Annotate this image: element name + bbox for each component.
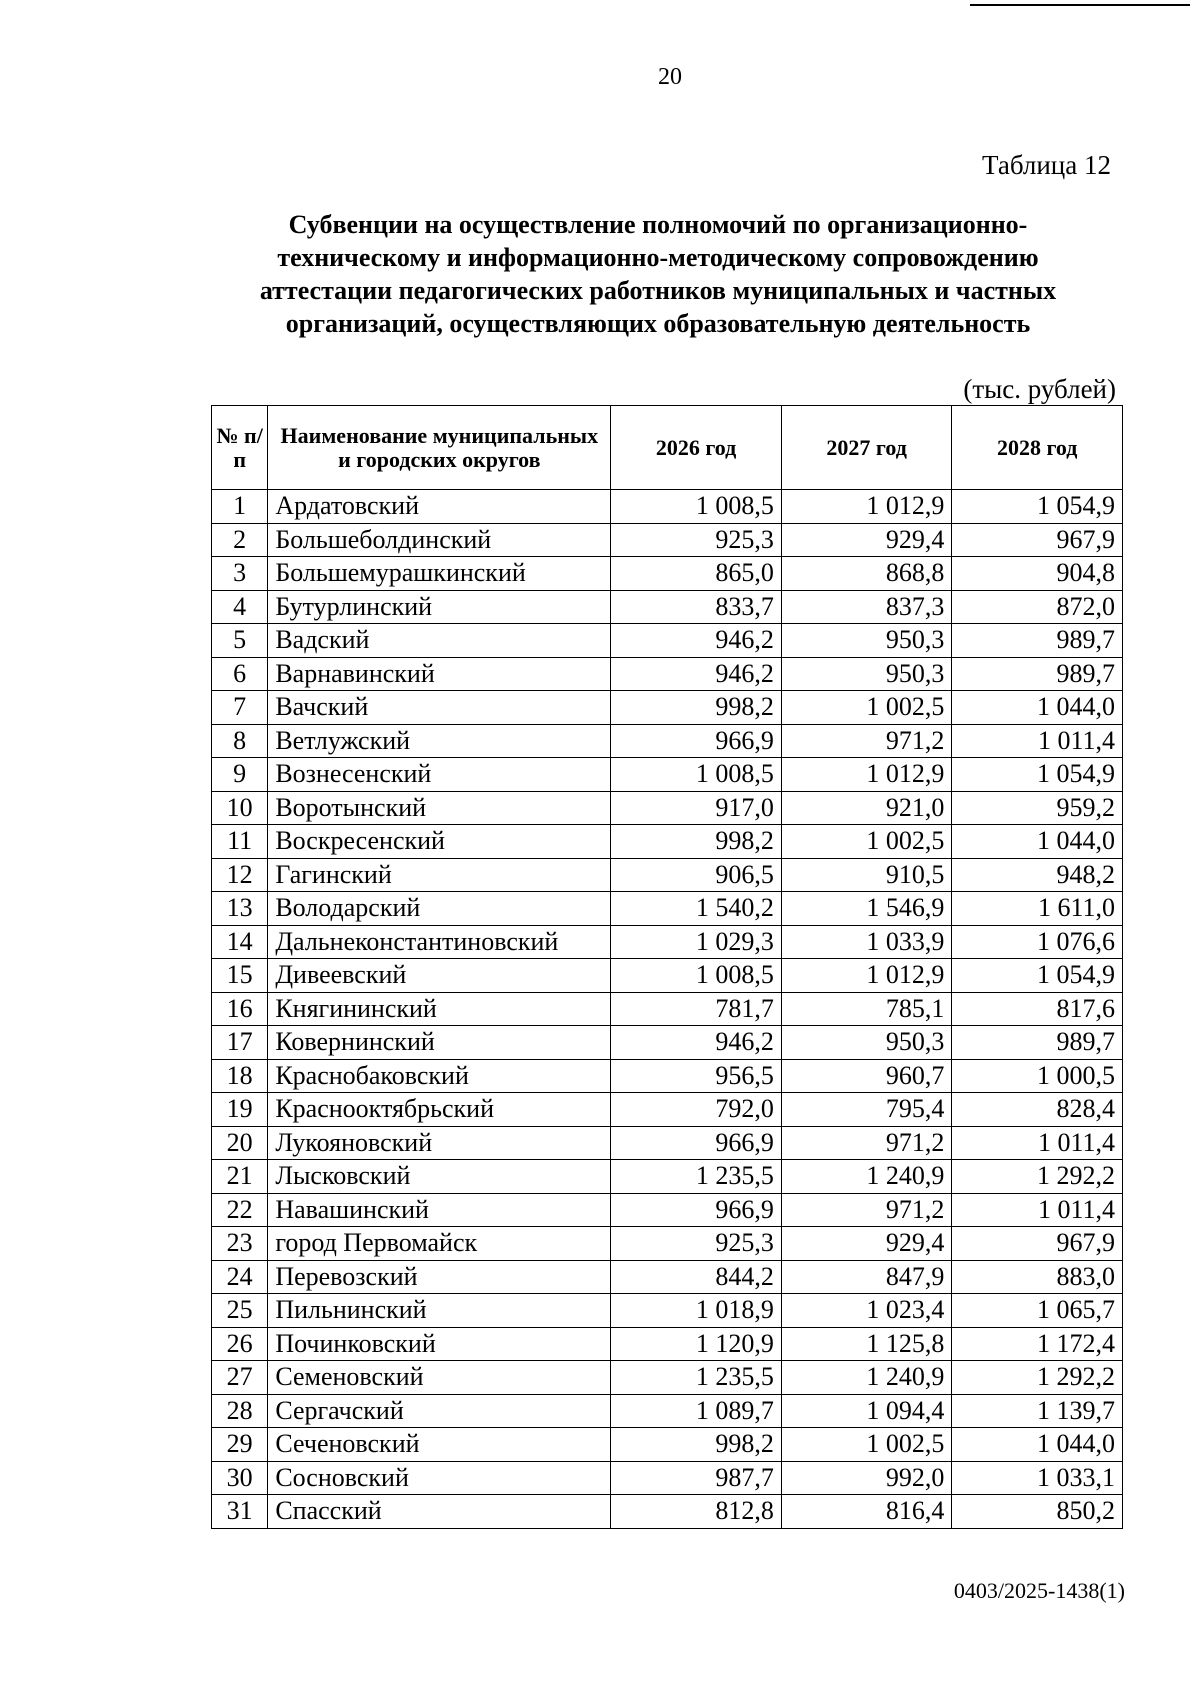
row-number: 2 bbox=[212, 523, 268, 557]
value-2028: 989,7 bbox=[952, 1026, 1123, 1060]
row-number: 8 bbox=[212, 724, 268, 758]
municipality-name: Сеченовский bbox=[268, 1428, 611, 1462]
row-number: 30 bbox=[212, 1461, 268, 1495]
value-2028: 1 054,9 bbox=[952, 758, 1123, 792]
value-2027: 1 125,8 bbox=[781, 1327, 952, 1361]
table-label: Таблица 12 bbox=[982, 150, 1111, 180]
value-2028: 1 044,0 bbox=[952, 1428, 1123, 1462]
municipality-name: Сосновский bbox=[268, 1461, 611, 1495]
value-2026: 966,9 bbox=[611, 724, 782, 758]
row-number: 28 bbox=[212, 1394, 268, 1428]
value-2028: 1 011,4 bbox=[952, 1193, 1123, 1227]
value-2028: 1 065,7 bbox=[952, 1294, 1123, 1328]
value-2026: 1 008,5 bbox=[611, 959, 782, 993]
value-2027: 950,3 bbox=[781, 1026, 952, 1060]
value-2027: 1 012,9 bbox=[781, 959, 952, 993]
value-2026: 946,2 bbox=[611, 657, 782, 691]
row-number: 1 bbox=[212, 490, 268, 524]
value-2027: 795,4 bbox=[781, 1093, 952, 1127]
value-2027: 1 023,4 bbox=[781, 1294, 952, 1328]
value-2027: 1 240,9 bbox=[781, 1160, 952, 1194]
row-number: 12 bbox=[212, 858, 268, 892]
table-row bbox=[212, 557, 1123, 591]
units-label: (тыс. рублей) bbox=[963, 374, 1116, 404]
value-2028: 1 172,4 bbox=[952, 1327, 1123, 1361]
value-2026: 844,2 bbox=[611, 1260, 782, 1294]
table-row bbox=[212, 791, 1123, 825]
value-2027: 929,4 bbox=[781, 1227, 952, 1261]
value-2028: 989,7 bbox=[952, 624, 1123, 658]
municipality-name: Воротынский bbox=[268, 791, 611, 825]
table-row bbox=[212, 1394, 1123, 1428]
row-number: 18 bbox=[212, 1059, 268, 1093]
row-number: 16 bbox=[212, 992, 268, 1026]
table-row bbox=[212, 925, 1123, 959]
row-number: 13 bbox=[212, 892, 268, 926]
value-2027: 971,2 bbox=[781, 1126, 952, 1160]
value-2027: 1 012,9 bbox=[781, 490, 952, 524]
table-row bbox=[212, 1093, 1123, 1127]
row-number: 4 bbox=[212, 590, 268, 624]
value-2027: 1 033,9 bbox=[781, 925, 952, 959]
value-2027: 971,2 bbox=[781, 1193, 952, 1227]
municipality-name: Вознесенский bbox=[268, 758, 611, 792]
value-2028: 1 076,6 bbox=[952, 925, 1123, 959]
value-2026: 1 008,5 bbox=[611, 758, 782, 792]
table-row bbox=[212, 724, 1123, 758]
municipality-name: Дальнеконстантиновский bbox=[268, 925, 611, 959]
table-row bbox=[212, 1126, 1123, 1160]
column-header-2027: 2027 год bbox=[781, 406, 952, 490]
municipality-name: Лукояновский bbox=[268, 1126, 611, 1160]
municipality-name: Навашинский bbox=[268, 1193, 611, 1227]
municipality-name: Починковский bbox=[268, 1327, 611, 1361]
municipality-name: Гагинский bbox=[268, 858, 611, 892]
table-row bbox=[212, 992, 1123, 1026]
table-row bbox=[212, 1260, 1123, 1294]
row-number: 23 bbox=[212, 1227, 268, 1261]
row-number: 22 bbox=[212, 1193, 268, 1227]
column-header-2026: 2026 год bbox=[611, 406, 782, 490]
table-row bbox=[212, 758, 1123, 792]
row-number: 25 bbox=[212, 1294, 268, 1328]
row-number: 24 bbox=[212, 1260, 268, 1294]
municipality-name: Спасский bbox=[268, 1495, 611, 1529]
municipality-name: Семеновский bbox=[268, 1361, 611, 1395]
value-2028: 872,0 bbox=[952, 590, 1123, 624]
value-2028: 850,2 bbox=[952, 1495, 1123, 1529]
municipality-name: Бутурлинский bbox=[268, 590, 611, 624]
value-2026: 906,5 bbox=[611, 858, 782, 892]
value-2026: 998,2 bbox=[611, 825, 782, 859]
table-header-row bbox=[212, 406, 1123, 490]
table-row bbox=[212, 1160, 1123, 1194]
row-number: 20 bbox=[212, 1126, 268, 1160]
table-row bbox=[212, 825, 1123, 859]
municipality-name: Вачский bbox=[268, 691, 611, 725]
value-2027: 847,9 bbox=[781, 1260, 952, 1294]
column-header-number: № п/п bbox=[212, 406, 268, 490]
value-2026: 1 089,7 bbox=[611, 1394, 782, 1428]
municipality-name: Краснооктябрьский bbox=[268, 1093, 611, 1127]
value-2026: 812,8 bbox=[611, 1495, 782, 1529]
municipality-name: Сергачский bbox=[268, 1394, 611, 1428]
value-2028: 904,8 bbox=[952, 557, 1123, 591]
value-2027: 1 002,5 bbox=[781, 825, 952, 859]
value-2026: 1 540,2 bbox=[611, 892, 782, 926]
municipality-name: Пильнинский bbox=[268, 1294, 611, 1328]
value-2027: 1 002,5 bbox=[781, 691, 952, 725]
municipality-name: Большемурашкинский bbox=[268, 557, 611, 591]
value-2026: 1 235,5 bbox=[611, 1160, 782, 1194]
table-row bbox=[212, 691, 1123, 725]
table-row bbox=[212, 1327, 1123, 1361]
value-2026: 946,2 bbox=[611, 1026, 782, 1060]
value-2027: 1 546,9 bbox=[781, 892, 952, 926]
row-number: 17 bbox=[212, 1026, 268, 1060]
table-row bbox=[212, 1227, 1123, 1261]
municipality-name: Краснобаковский bbox=[268, 1059, 611, 1093]
value-2026: 1 018,9 bbox=[611, 1294, 782, 1328]
value-2026: 946,2 bbox=[611, 624, 782, 658]
value-2027: 1 094,4 bbox=[781, 1394, 952, 1428]
value-2027: 785,1 bbox=[781, 992, 952, 1026]
value-2026: 998,2 bbox=[611, 1428, 782, 1462]
value-2026: 966,9 bbox=[611, 1193, 782, 1227]
value-2028: 1 054,9 bbox=[952, 959, 1123, 993]
value-2026: 1 029,3 bbox=[611, 925, 782, 959]
value-2028: 1 011,4 bbox=[952, 724, 1123, 758]
value-2028: 1 611,0 bbox=[952, 892, 1123, 926]
row-number: 10 bbox=[212, 791, 268, 825]
value-2026: 1 008,5 bbox=[611, 490, 782, 524]
municipality-name: Перевозский bbox=[268, 1260, 611, 1294]
value-2027: 971,2 bbox=[781, 724, 952, 758]
value-2028: 1 292,2 bbox=[952, 1160, 1123, 1194]
municipality-name: Княгининский bbox=[268, 992, 611, 1026]
value-2026: 917,0 bbox=[611, 791, 782, 825]
value-2027: 950,3 bbox=[781, 624, 952, 658]
value-2028: 959,2 bbox=[952, 791, 1123, 825]
row-number: 19 bbox=[212, 1093, 268, 1127]
table-row bbox=[212, 523, 1123, 557]
municipality-name: Вадский bbox=[268, 624, 611, 658]
value-2027: 929,4 bbox=[781, 523, 952, 557]
table-row bbox=[212, 1361, 1123, 1395]
value-2028: 1 000,5 bbox=[952, 1059, 1123, 1093]
value-2026: 925,3 bbox=[611, 1227, 782, 1261]
row-number: 6 bbox=[212, 657, 268, 691]
municipality-name: Ветлужский bbox=[268, 724, 611, 758]
table-row bbox=[212, 1294, 1123, 1328]
value-2026: 792,0 bbox=[611, 1093, 782, 1127]
value-2027: 1 240,9 bbox=[781, 1361, 952, 1395]
table-row bbox=[212, 1193, 1123, 1227]
value-2027: 1 012,9 bbox=[781, 758, 952, 792]
top-edge-line bbox=[970, 4, 1190, 6]
table-row bbox=[212, 1026, 1123, 1060]
row-number: 27 bbox=[212, 1361, 268, 1395]
value-2028: 1 033,1 bbox=[952, 1461, 1123, 1495]
value-2028: 1 044,0 bbox=[952, 825, 1123, 859]
row-number: 9 bbox=[212, 758, 268, 792]
value-2028: 828,4 bbox=[952, 1093, 1123, 1127]
municipality-name: Ковернинский bbox=[268, 1026, 611, 1060]
value-2026: 987,7 bbox=[611, 1461, 782, 1495]
table-row bbox=[212, 490, 1123, 524]
value-2027: 1 002,5 bbox=[781, 1428, 952, 1462]
row-number: 3 bbox=[212, 557, 268, 591]
value-2027: 910,5 bbox=[781, 858, 952, 892]
value-2028: 1 139,7 bbox=[952, 1394, 1123, 1428]
value-2027: 837,3 bbox=[781, 590, 952, 624]
municipality-name: Лысковский bbox=[268, 1160, 611, 1194]
value-2026: 1 235,5 bbox=[611, 1361, 782, 1395]
value-2026: 998,2 bbox=[611, 691, 782, 725]
value-2026: 781,7 bbox=[611, 992, 782, 1026]
table-row bbox=[212, 1461, 1123, 1495]
row-number: 14 bbox=[212, 925, 268, 959]
table-row bbox=[212, 1428, 1123, 1462]
value-2028: 1 054,9 bbox=[952, 490, 1123, 524]
value-2028: 989,7 bbox=[952, 657, 1123, 691]
table-row bbox=[212, 858, 1123, 892]
value-2027: 868,8 bbox=[781, 557, 952, 591]
municipality-name: Володарский bbox=[268, 892, 611, 926]
value-2027: 816,4 bbox=[781, 1495, 952, 1529]
value-2026: 925,3 bbox=[611, 523, 782, 557]
value-2027: 921,0 bbox=[781, 791, 952, 825]
value-2026: 956,5 bbox=[611, 1059, 782, 1093]
value-2027: 950,3 bbox=[781, 657, 952, 691]
subvention-table bbox=[211, 405, 1123, 1529]
municipality-name: Воскресенский bbox=[268, 825, 611, 859]
row-number: 5 bbox=[212, 624, 268, 658]
row-number: 29 bbox=[212, 1428, 268, 1462]
row-number: 21 bbox=[212, 1160, 268, 1194]
value-2028: 1 044,0 bbox=[952, 691, 1123, 725]
value-2026: 966,9 bbox=[611, 1126, 782, 1160]
document-id: 0403/2025-1438(1) bbox=[953, 1578, 1125, 1603]
table-row bbox=[212, 1059, 1123, 1093]
municipality-name: Большеболдинский bbox=[268, 523, 611, 557]
table-row bbox=[212, 657, 1123, 691]
value-2026: 1 120,9 bbox=[611, 1327, 782, 1361]
document-title: Субвенции на осуществление полномочий по организационно-техническому и информационно-методическому сопровождению аттестации педагогических работников муниципальных и частных организаций, осуществляющих образовательную деятельность bbox=[259, 210, 1057, 338]
value-2028: 1 292,2 bbox=[952, 1361, 1123, 1395]
value-2028: 817,6 bbox=[952, 992, 1123, 1026]
municipality-name: Дивеевский bbox=[268, 959, 611, 993]
value-2028: 967,9 bbox=[952, 1227, 1123, 1261]
table-row bbox=[212, 590, 1123, 624]
value-2026: 865,0 bbox=[611, 557, 782, 591]
value-2028: 967,9 bbox=[952, 523, 1123, 557]
row-number: 31 bbox=[212, 1495, 268, 1529]
table-row bbox=[212, 1495, 1123, 1529]
value-2028: 1 011,4 bbox=[952, 1126, 1123, 1160]
municipality-name: Ардатовский bbox=[268, 490, 611, 524]
column-header-name: Наименование муниципальных и городских округов bbox=[268, 406, 611, 490]
page-number: 20 bbox=[658, 64, 682, 90]
value-2027: 992,0 bbox=[781, 1461, 952, 1495]
value-2026: 833,7 bbox=[611, 590, 782, 624]
row-number: 11 bbox=[212, 825, 268, 859]
row-number: 15 bbox=[212, 959, 268, 993]
municipality-name: Варнавинский bbox=[268, 657, 611, 691]
table-row bbox=[212, 892, 1123, 926]
value-2028: 883,0 bbox=[952, 1260, 1123, 1294]
table-row bbox=[212, 624, 1123, 658]
value-2027: 960,7 bbox=[781, 1059, 952, 1093]
row-number: 7 bbox=[212, 691, 268, 725]
row-number: 26 bbox=[212, 1327, 268, 1361]
value-2028: 948,2 bbox=[952, 858, 1123, 892]
table-row bbox=[212, 959, 1123, 993]
municipality-name: город Первомайск bbox=[268, 1227, 611, 1261]
column-header-2028: 2028 год bbox=[952, 406, 1123, 490]
